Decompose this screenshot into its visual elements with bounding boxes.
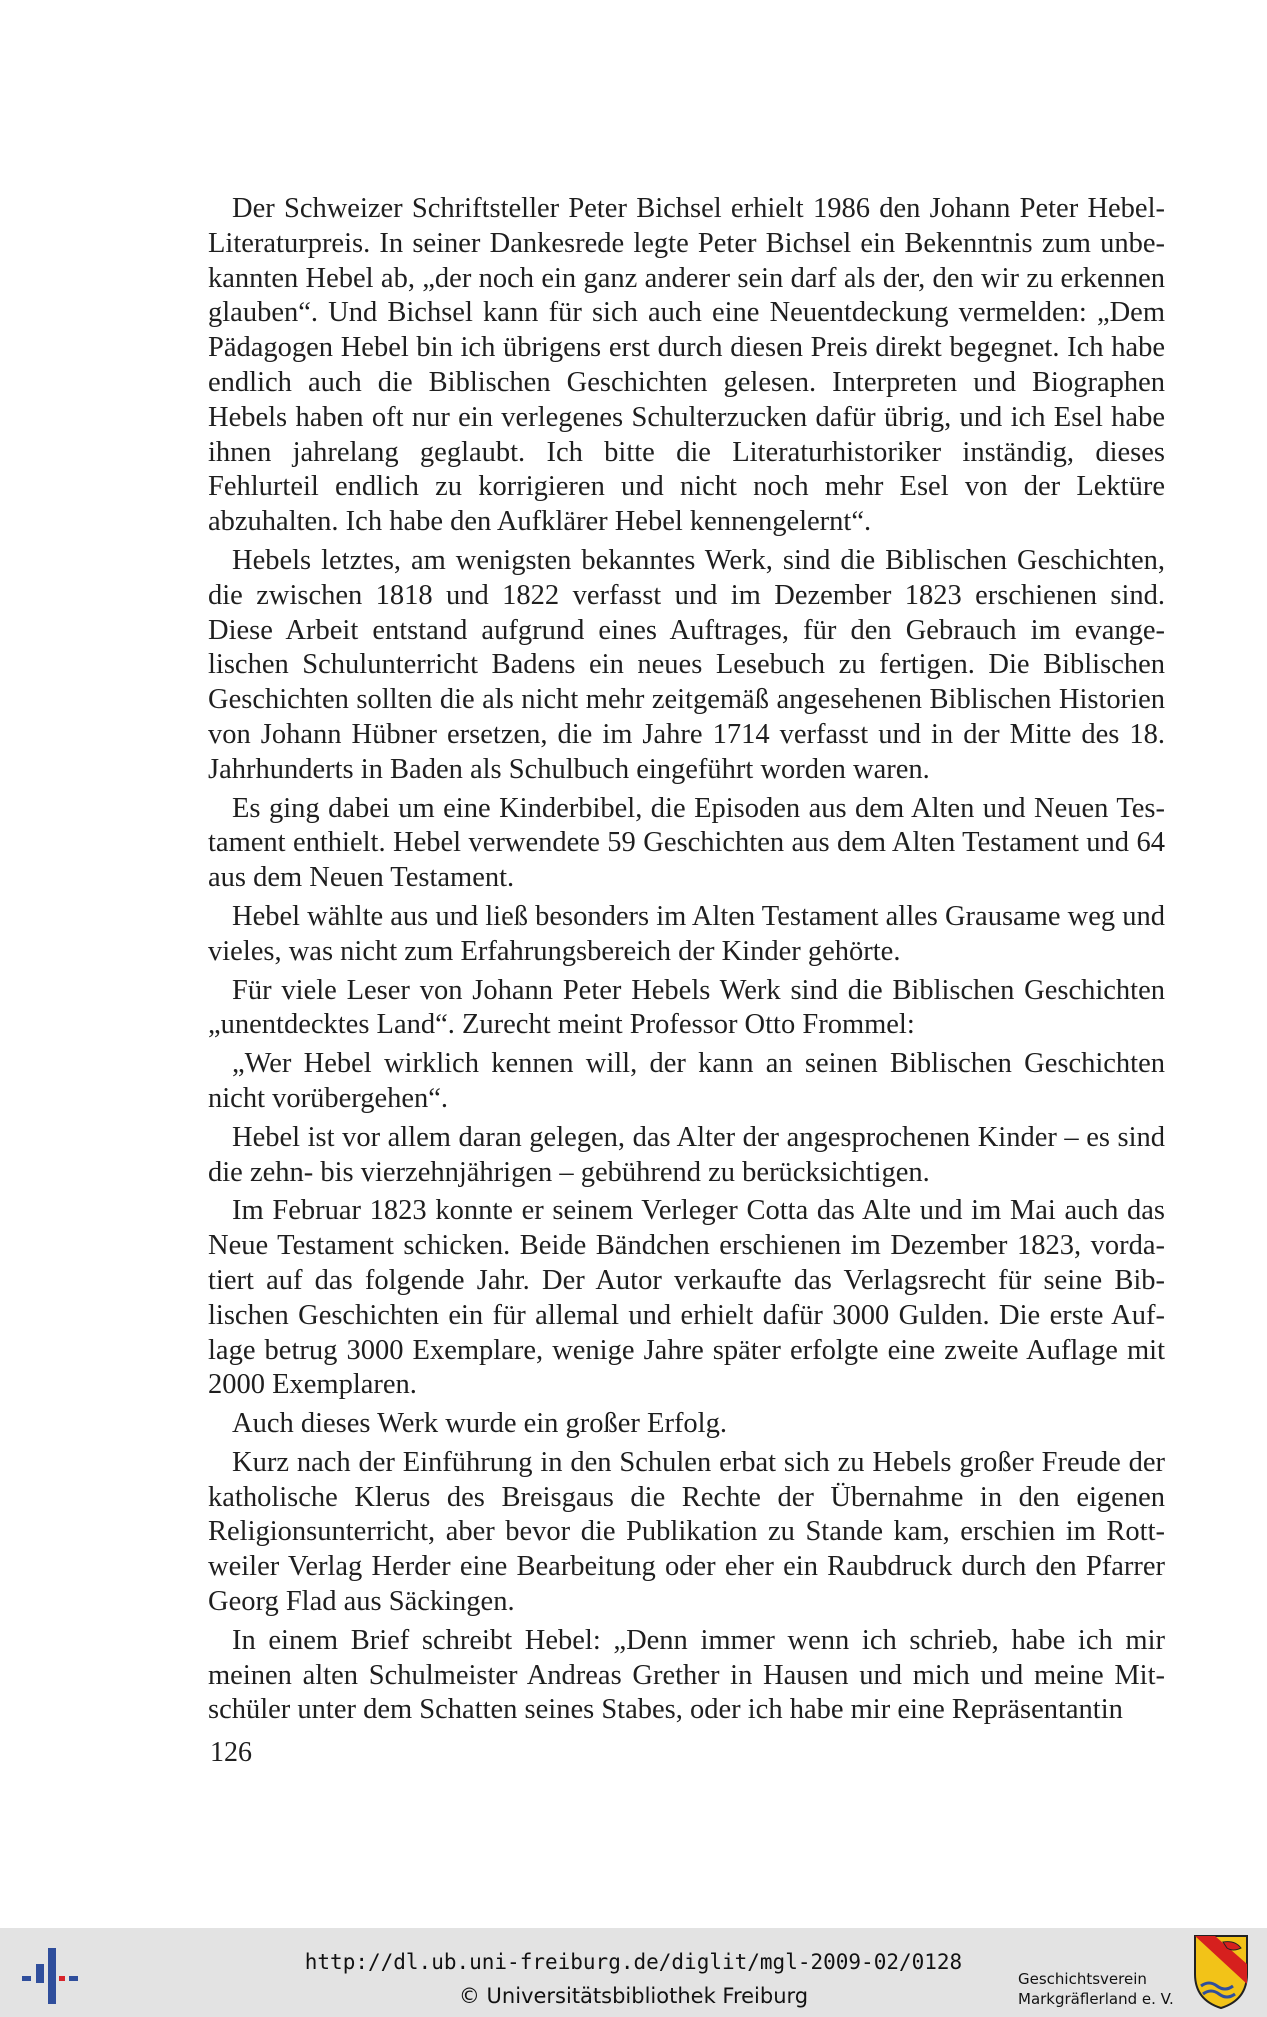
footer-copyright: © Universitätsbibliothek Freiburg	[458, 1984, 809, 2008]
quote-paragraph: „Wer Hebel wirklich kennen will, der kann an seinen Biblischen Geschichten nicht vorübergehen“.	[208, 1048, 1165, 1114]
footer-bar	[0, 1928, 1267, 2017]
paragraph: Kurz nach der Einführung in den Schulen erbat sich zu Hebels großer Freude der katholische Klerus des Breisgaus die Rechte der Übernahme in den eigenen Religionsunterricht, aber bevor die Publikation zu Stande kam, erschien im Rottweiler Verlag Herder eine Bearbeitung oder eher ein Raubdruck durch den Pfarrer Georg Flad aus Säckingen.	[208, 1446, 1165, 1618]
paragraph: Hebel ist vor allem daran gelegen, das Alter der angesprochenen Kinder – es sind die zehn- bis vierzehnjährigen – gebührend zu berücksichtigen.	[208, 1121, 1165, 1188]
paragraph: Im Februar 1823 konnte er seinem Verleger Cotta das Alte und im Mai auch das Neue Testament schicken. Beide Bändchen erschienen im Dezember 1823, vordatiert auf das folgende Jahr. Der Autor verkaufte das Verlagsrecht für seine Biblischen Geschichten ein für allemal und erhielt dafür 3000 Gulden. Die erste Auflage betrug 3000 Exemplare, wenige Jahre später erfolgte eine zweite Auflage mit 2000 Exemplaren.	[208, 1195, 1165, 1401]
society-name-line1: Geschichtsverein	[1018, 1970, 1147, 1988]
society-name-line2: Markgräflerland e. V.	[1018, 1990, 1174, 2008]
society-name	[1018, 1969, 1174, 2009]
paragraph: Hebel wählte aus und ließ besonders im Alten Testament alles Grausame weg und vieles, was nicht zum Erfahrungsbereich der Kinder gehörte.	[208, 900, 1165, 967]
paragraph: Es ging dabei um eine Kinderbibel, die Episoden aus dem Alten und Neuen Testament enthielt. Hebel verwendete 59 Geschichten aus dem Alten Testament und 64 aus dem Neuen Testament.	[208, 792, 1165, 894]
coat-of-arms-icon[interactable]	[1193, 1934, 1249, 2010]
paragraph: Der Schweizer Schriftsteller Peter Bichsel erhielt 1986 den Johann Peter Hebel-Literaturpreis. In seiner Dankesrede legte Peter Bichsel ein Bekenntnis zum unbekannten Hebel ab, „der noch ein ganz anderer sein darf als der, den wir zu erkennen glauben“. Und Bichsel kann für sich auch eine Neuentdeckung vermelden: „Dem Pädagogen Hebel bin ich übrigens erst durch diesen Preis direkt begegnet. Ich habe endlich auch die Biblischen Geschichten gelesen. Interpreten und Biographen Hebels haben oft nur ein verlegenes Schulterzucken dafür übrig, und ich Esel habe ihnen jahrelang geglaubt. Ich bitte die Literaturhistoriker inständig, dieses Fehlurteil endlich zu korrigieren und nicht noch mehr Esel von der Lektüre abzuhalten. Ich habe den Aufklärer Hebel kennengelernt“.	[208, 193, 1165, 538]
body-text	[208, 192, 1165, 1732]
paragraph: Hebels letztes, am wenigsten bekanntes Werk, sind die Biblischen Geschichten, die zwischen 1818 und 1822 verfasst und im Dezember 1823 erschienen sind. Diese Arbeit entstand aufgrund eines Auftrages, für den Gebrauch im evangelischen Schulunterricht Badens ein neues Lesebuch zu fertigen. Die Biblischen Geschichten sollten die als nicht mehr zeitgemäß angesehenen Biblischen Historien von Johann Hübner ersetzen, die im Jahre 1714 verfasst und in der Mitte des 18. Jahrhunderts in Baden als Schulbuch eingeführt worden waren.	[208, 544, 1165, 785]
paragraph: Für viele Leser von Johann Peter Hebels Werk sind die Biblischen Geschichten „unentdecktes Land“. Zurecht meint Professor Otto Frommel:	[208, 974, 1165, 1041]
page-number: 126	[210, 1737, 252, 1768]
footer-url-link[interactable]: http://dl.ub.uni-freiburg.de/diglit/mgl-2009-02/0128	[304, 1950, 963, 1974]
paragraph: In einem Brief schreibt Hebel: „Denn immer wenn ich schrieb, habe ich mir meinen alten Schulmeister Andreas Grether in Hausen und mich und meine Mitschüler unter dem Schatten seines Stabes, oder ich habe mir eine Repräsentantin	[208, 1624, 1165, 1726]
paragraph: Auch dieses Werk wurde ein großer Erfolg.	[232, 1408, 727, 1440]
